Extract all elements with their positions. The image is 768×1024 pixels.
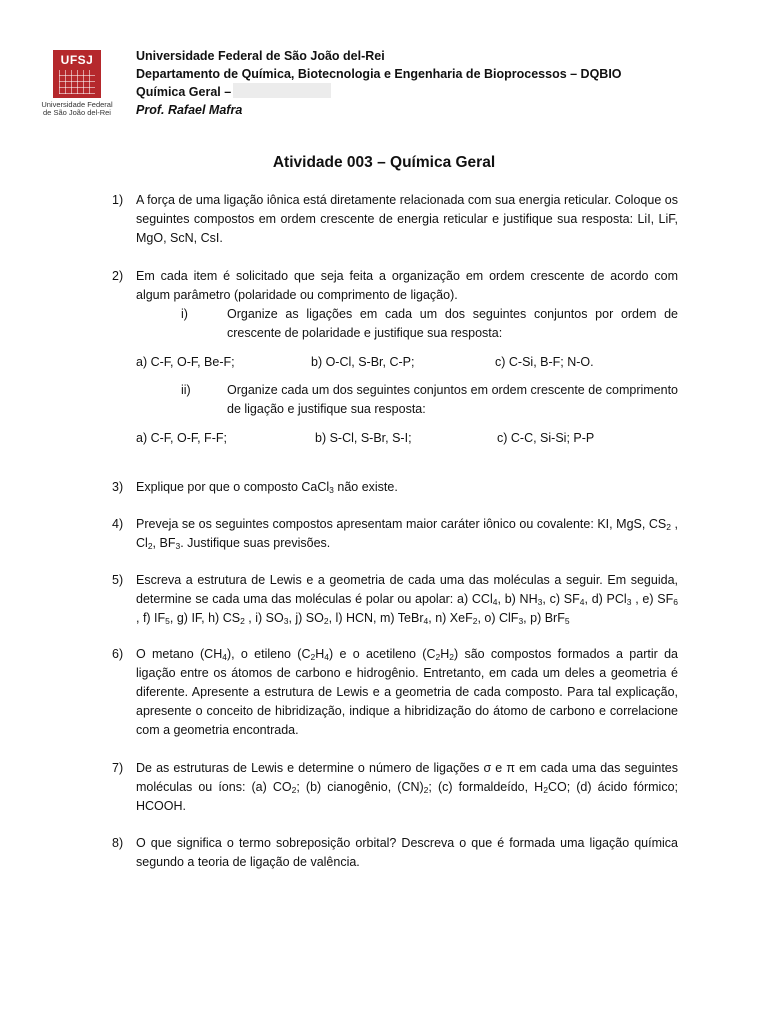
question-number: 8) [112, 836, 124, 850]
item-number: ii) [181, 383, 191, 397]
redacted-area [233, 83, 331, 98]
question-5 [112, 571, 678, 628]
option-c: c) C-Si, B-F; N-O. [495, 355, 594, 369]
item-text: Organize cada um dos seguintes conjuntos em ordem crescente de comprimento de ligação e justifique sua resposta: [227, 383, 678, 416]
item-text: Organize as ligações em cada um dos seguintes conjuntos por ordem de crescente de polaridade e justifique sua resposta: [227, 307, 678, 340]
option-b: b) S-Cl, S-Br, S-I; [315, 431, 412, 445]
question-6 [112, 645, 678, 740]
question-number: 3) [112, 480, 124, 494]
page-title: Atividade 003 – Química Geral [272, 154, 496, 171]
question-text: Preveja se os seguintes compostos apresentam maior caráter iônico ou covalente: KI, MgS, $CS_2$ , $Cl_2$, $BF_3$. Justifique suas previsões. [136, 517, 678, 551]
question-7 [112, 759, 678, 816]
question-number: 4) [112, 517, 124, 531]
university-name: Universidade Federal de São João del-Rei [136, 49, 385, 63]
logo-grid-pattern [59, 70, 95, 94]
question-1 [112, 191, 678, 248]
department-name: Departamento de Química, Biotecnologia e Engenharia de Bioprocessos – DQBIO [136, 67, 622, 81]
option-a: a) C-F, O-F, F-F; [136, 431, 227, 445]
course-name: Química Geral – [136, 85, 232, 99]
question-2-i-options [136, 353, 696, 372]
logo-abbreviation: UFSJ [60, 53, 94, 67]
question-number: 7) [112, 761, 124, 775]
option-b: b) O-Cl, S-Br, C-P; [311, 355, 415, 369]
question-4 [112, 515, 678, 553]
question-number: 5) [112, 573, 124, 587]
question-text: Em cada item é solicitado que seja feita a organização em ordem crescente de acordo com algum parâmetro (polaridade ou comprimento de ligação). [136, 269, 678, 302]
question-number: 6) [112, 647, 124, 661]
logo-caption [34, 101, 120, 117]
question-3 [112, 478, 678, 497]
question-2-item-ii [136, 381, 678, 419]
university-logo [34, 50, 120, 118]
question-number: 1) [112, 193, 124, 207]
question-2-ii-options [136, 429, 696, 448]
logo-caption-line2: de São João del-Rei [43, 108, 111, 117]
professor-name: Prof. Rafael Mafra [136, 103, 243, 117]
question-text: Explique por que o composto CaCl$_3$ não existe. [136, 480, 398, 495]
question-text: O que significa o termo sobreposição orbital? Descreva o que é formada uma ligação química segundo a teoria de ligação de valência. [136, 836, 678, 869]
question-2 [112, 267, 678, 305]
question-text: O metano $(CH_4)$, o etileno $(C_2H_4)$ e o acetileno $(C_2H_2)$ são compostos formados a partir da ligação entre os átomos de carbono e hidrogênio. Entretanto, em cada um deles a geometria é diferente. Apresente a estrutura de Lewis e a geometria de cada composto. Para tal explicação, apresente o conceito de hibridização, indique a hibridização do átomo de carbono e correlacione com a geometria encontrada. [136, 647, 678, 737]
course-line [136, 83, 622, 101]
question-2-item-i [136, 305, 678, 343]
question-text: A força de uma ligação iônica está diretamente relacionada com sua energia reticular. Coloque os seguintes compostos em ordem crescente de energia reticular e justifique sua resposta: LiI, LiF, MgO, ScN, CsI. [136, 193, 678, 245]
document-header [136, 47, 622, 119]
question-8 [112, 834, 678, 872]
logo-emblem [53, 50, 101, 98]
logo-caption-line1: Universidade Federal [41, 100, 113, 109]
question-text: De as estruturas de Lewis e determine o número de ligações σ e π em cada uma das seguintes moléculas ou íons: (a) $CO_2$; (b) cianogênio, $(CN)_2$; (c) formaldeído, $H_2CO$; (d) ácido fórmico; HCOOH. [136, 761, 679, 813]
item-number: i) [181, 307, 188, 321]
option-a: a) C-F, O-F, Be-F; [136, 355, 235, 369]
question-number: 2) [112, 269, 124, 283]
question-text: Escreva a estrutura de Lewis e a geometria de cada uma das moléculas a seguir. Em seguida, determine se cada uma das moléculas é polar ou apolar: a) CCl$_4$, b) $NH_3$, c) $SF_4$, d) PCl$_3$ , e) $SF_6$ , f) $IF_5$, g) IF, h) $CS_2$ , i) $SO_3$, j) $SO_2$, l) HCN, m) TeBr$_4$, n) XeF$_2$, o) ClF$_3$, p) BrF$_5$ [136, 573, 678, 626]
option-c: c) C-C, Si-Si; P-P [497, 431, 595, 445]
